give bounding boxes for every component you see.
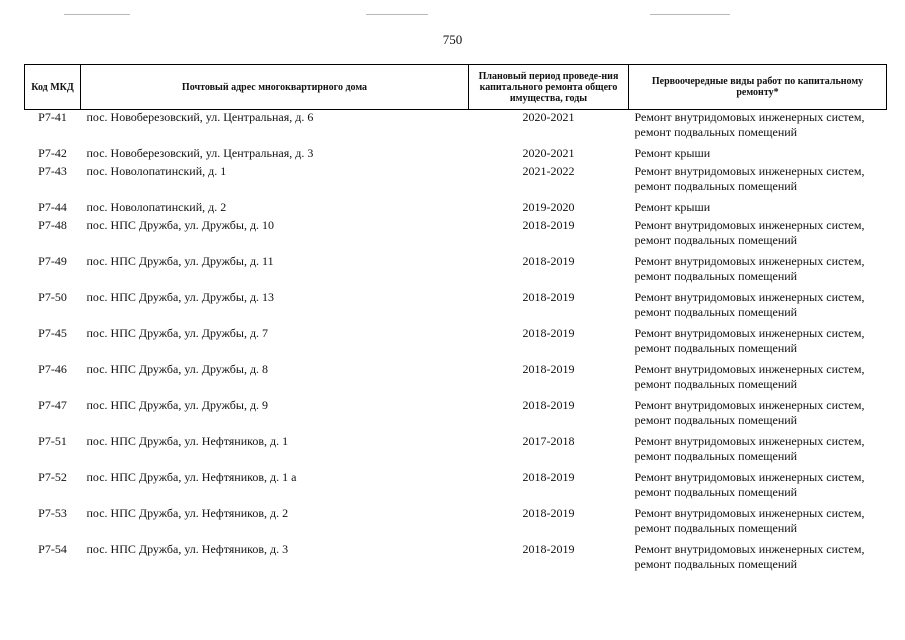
row-period: 2018-2019 bbox=[522, 253, 575, 268]
row-code: Р7-43 bbox=[38, 163, 67, 178]
row-code: Р7-52 bbox=[38, 469, 67, 484]
works-line: Ремонт внутридомовых инженерных систем, bbox=[634, 325, 865, 340]
table-body bbox=[25, 110, 887, 578]
table-row bbox=[25, 434, 887, 470]
row-code: Р7-50 bbox=[38, 289, 67, 304]
row-address: пос. Новоберезовский, ул. Центральная, д. 6 bbox=[86, 110, 314, 124]
capital-repair-table bbox=[24, 64, 887, 578]
table-row bbox=[25, 470, 887, 506]
row-works bbox=[629, 398, 887, 434]
row-address: пос. Новоберезовский, ул. Центральная, д. 3 bbox=[86, 145, 314, 160]
row-period: 2018-2019 bbox=[522, 505, 575, 520]
scan-artifact-center bbox=[366, 14, 428, 15]
header-code: Код МКД bbox=[25, 65, 81, 110]
row-code: Р7-48 bbox=[38, 217, 67, 232]
row-address: пос. Новолопатинский, д. 2 bbox=[86, 199, 227, 214]
row-code: Р7-41 bbox=[38, 110, 67, 124]
row-works bbox=[629, 290, 887, 326]
row-works bbox=[629, 362, 887, 398]
works-line: Ремонт внутридомовых инженерных систем, bbox=[634, 110, 865, 124]
row-period: 2018-2019 bbox=[522, 469, 575, 484]
row-works bbox=[629, 470, 887, 506]
row-code: Р7-49 bbox=[38, 253, 67, 268]
row-code: Р7-46 bbox=[38, 361, 67, 376]
row-code: Р7-42 bbox=[38, 145, 67, 160]
works-line: Ремонт внутридомовых инженерных систем, bbox=[634, 289, 865, 304]
row-address: пос. НПС Дружба, ул. Дружбы, д. 11 bbox=[86, 253, 274, 268]
table-row bbox=[25, 164, 887, 200]
works-line: ремонт подвальных помещений bbox=[634, 340, 798, 355]
row-period: 2018-2019 bbox=[522, 325, 575, 340]
row-code: Р7-47 bbox=[38, 397, 67, 412]
table-row bbox=[25, 398, 887, 434]
works-line: ремонт подвальных помещений bbox=[634, 412, 798, 427]
header-period: Плановый период проведе-ния капитального ремонта общего имущества, годы bbox=[469, 65, 629, 110]
works-line: Ремонт внутридомовых инженерных систем, bbox=[634, 469, 865, 484]
table-row bbox=[25, 290, 887, 326]
row-code: Р7-54 bbox=[38, 541, 67, 556]
table-row bbox=[25, 326, 887, 362]
row-works bbox=[629, 434, 887, 470]
row-code: Р7-45 bbox=[38, 325, 67, 340]
row-works bbox=[629, 164, 887, 200]
works-line: ремонт подвальных помещений bbox=[634, 520, 798, 535]
row-works bbox=[629, 542, 887, 578]
works-line: ремонт подвальных помещений bbox=[634, 376, 798, 391]
row-period: 2021-2022 bbox=[522, 163, 575, 178]
row-address: пос. НПС Дружба, ул. Дружбы, д. 7 bbox=[86, 325, 269, 340]
row-works bbox=[629, 146, 887, 164]
scan-artifact-right bbox=[650, 14, 730, 15]
scan-artifact-left bbox=[64, 14, 130, 15]
row-address: пос. НПС Дружба, ул. Нефтяников, д. 1 а bbox=[86, 469, 297, 484]
row-address: пос. НПС Дружба, ул. Нефтяников, д. 2 bbox=[86, 505, 289, 520]
row-address: пос. НПС Дружба, ул. Дружбы, д. 10 bbox=[86, 217, 275, 232]
works-line: ремонт подвальных помещений bbox=[634, 268, 798, 283]
row-code: Р7-51 bbox=[38, 433, 67, 448]
works-line: Ремонт внутридомовых инженерных систем, bbox=[634, 505, 865, 520]
works-line: Ремонт внутридомовых инженерных систем, bbox=[634, 397, 865, 412]
row-address: пос. НПС Дружба, ул. Дружбы, д. 9 bbox=[86, 397, 269, 412]
row-period: 2018-2019 bbox=[522, 397, 575, 412]
row-period: 2018-2019 bbox=[522, 361, 575, 376]
table-row bbox=[25, 506, 887, 542]
row-period: 2019-2020 bbox=[522, 199, 575, 214]
table-row bbox=[25, 362, 887, 398]
row-period: 2017-2018 bbox=[522, 433, 575, 448]
row-code: Р7-53 bbox=[38, 505, 67, 520]
table-row bbox=[25, 218, 887, 254]
row-period: 2018-2019 bbox=[522, 289, 575, 304]
table-row bbox=[25, 110, 887, 146]
row-works bbox=[629, 110, 887, 146]
table-row bbox=[25, 542, 887, 578]
header-works: Первоочередные виды работ по капитальному ремонту* bbox=[629, 65, 887, 110]
row-period: 2020-2021 bbox=[522, 110, 575, 124]
works-line: ремонт подвальных помещений bbox=[634, 304, 798, 319]
works-line: ремонт подвальных помещений bbox=[634, 125, 798, 139]
row-period: 2018-2019 bbox=[522, 541, 575, 556]
works-line: ремонт подвальных помещений bbox=[634, 232, 798, 247]
row-address: пос. НПС Дружба, ул. Дружбы, д. 13 bbox=[86, 289, 275, 304]
works-line: Ремонт крыши bbox=[634, 199, 711, 214]
header-address: Почтовый адрес многоквартирного дома bbox=[81, 65, 469, 110]
works-line: Ремонт крыши bbox=[634, 145, 711, 160]
row-period: 2018-2019 bbox=[522, 217, 575, 232]
table-row bbox=[25, 146, 887, 164]
row-address: пос. НПС Дружба, ул. Нефтяников, д. 1 bbox=[86, 433, 289, 448]
works-line: ремонт подвальных помещений bbox=[634, 178, 798, 193]
row-works bbox=[629, 218, 887, 254]
table-row bbox=[25, 200, 887, 218]
row-period: 2020-2021 bbox=[522, 145, 575, 160]
row-address: пос. Новолопатинский, д. 1 bbox=[86, 163, 227, 178]
row-address: пос. НПС Дружба, ул. Дружбы, д. 8 bbox=[86, 361, 269, 376]
works-line: Ремонт внутридомовых инженерных систем, bbox=[634, 541, 865, 556]
works-line: ремонт подвальных помещений bbox=[634, 448, 798, 463]
row-works bbox=[629, 254, 887, 290]
row-address: пос. НПС Дружба, ул. Нефтяников, д. 3 bbox=[86, 541, 289, 556]
works-line: Ремонт внутридомовых инженерных систем, bbox=[634, 163, 865, 178]
works-line: Ремонт внутридомовых инженерных систем, bbox=[634, 217, 865, 232]
works-line: ремонт подвальных помещений bbox=[634, 484, 798, 499]
row-works bbox=[629, 506, 887, 542]
works-line: Ремонт внутридомовых инженерных систем, bbox=[634, 361, 865, 376]
table-header bbox=[25, 65, 887, 110]
page-number: 750 bbox=[442, 32, 463, 47]
works-line: Ремонт внутридомовых инженерных систем, bbox=[634, 253, 865, 268]
row-code: Р7-44 bbox=[38, 199, 67, 214]
row-works bbox=[629, 326, 887, 362]
table-row bbox=[25, 254, 887, 290]
works-line: ремонт подвальных помещений bbox=[634, 556, 798, 571]
works-line: Ремонт внутридомовых инженерных систем, bbox=[634, 433, 865, 448]
row-works bbox=[629, 200, 887, 218]
